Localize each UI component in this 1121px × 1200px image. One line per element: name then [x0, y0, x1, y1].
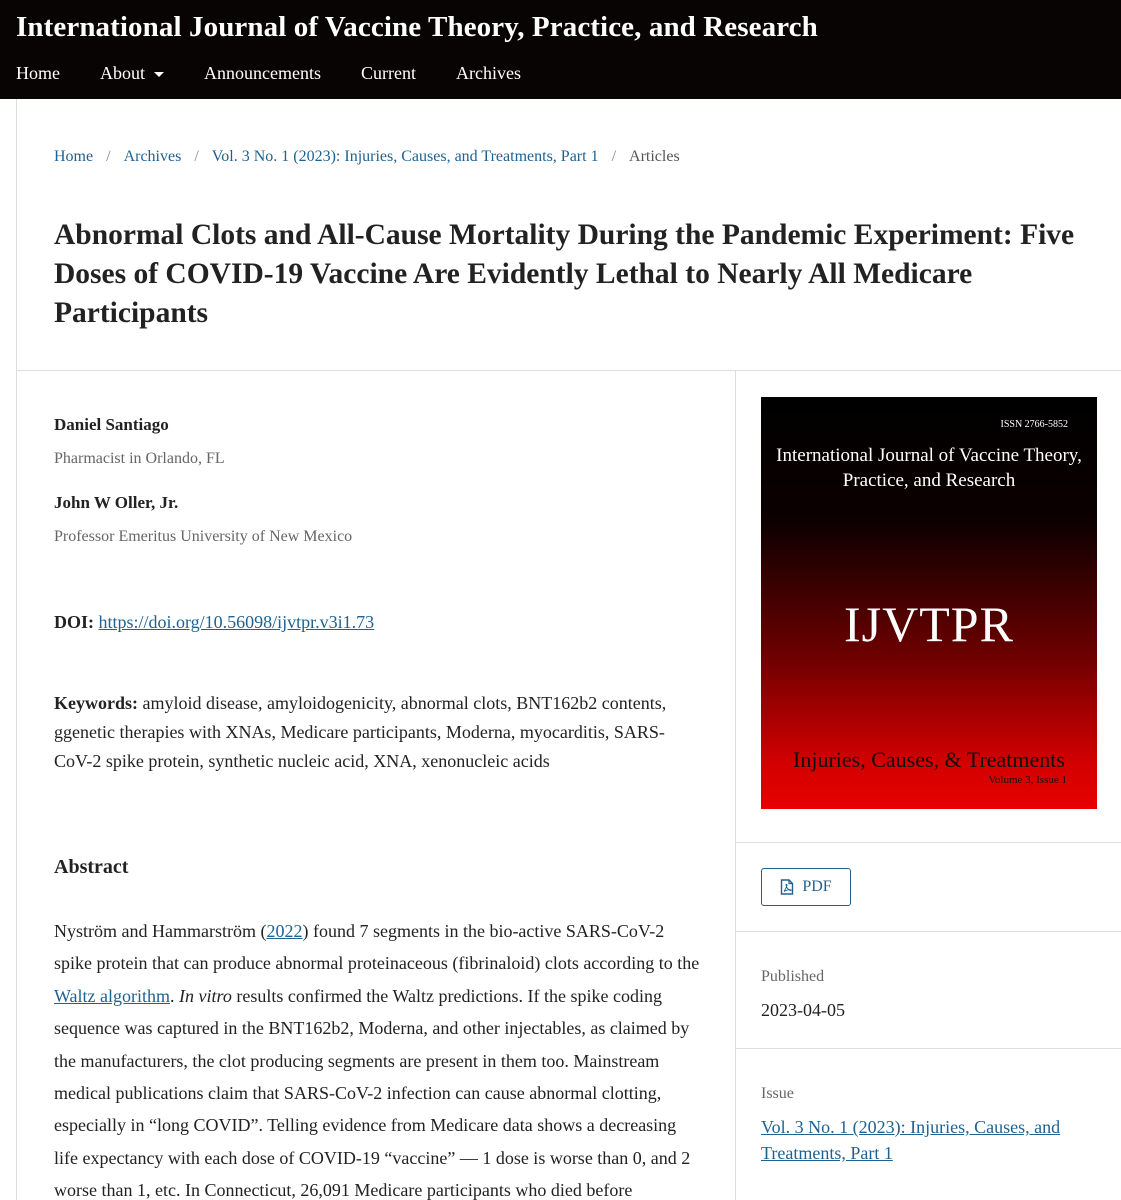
author-affiliation: Pharmacist in Orlando, FL — [54, 450, 225, 467]
pdf-button-label: PDF — [802, 878, 832, 895]
nav-about[interactable]: About — [100, 63, 164, 84]
cover-abbreviation: IJVTPR — [844, 596, 1014, 652]
main-nav — [16, 63, 561, 84]
cover-issn: ISSN 2766-5852 — [1000, 419, 1068, 430]
cover-volume: Volume 3, Issue 1 — [988, 774, 1067, 786]
nav-home[interactable]: Home — [16, 63, 60, 83]
cover-subtitle: Injuries, Causes, & Treatments — [793, 747, 1065, 772]
breadcrumb-issue[interactable]: Vol. 3 No. 1 (2023): Injuries, Causes, and Treatments, Part 1 — [211, 148, 599, 165]
published-label: Published — [761, 968, 825, 985]
breadcrumb-current: Articles — [629, 148, 680, 165]
issue-cover-image[interactable] — [761, 397, 1097, 809]
pdf-download-button[interactable] — [761, 868, 851, 906]
waltz-algorithm-link[interactable]: Waltz algorithm — [54, 985, 171, 1006]
author-affiliation: Professor Emeritus University of New Mexico — [54, 528, 353, 545]
breadcrumb-separator: / — [106, 148, 111, 165]
nav-archives[interactable]: Archives — [455, 63, 521, 83]
breadcrumb-separator: / — [194, 148, 199, 165]
nav-announcements[interactable]: Announcements — [204, 63, 321, 83]
divider — [736, 931, 1121, 932]
issue-label: Issue — [761, 1085, 794, 1102]
published-date: 2023-04-05 — [761, 1000, 845, 1020]
article-title: Abnormal Clots and All-Cause Mortality During the Pandemic Experiment: Five Doses of COVID-19 Vaccine Are Evidently Lethal to Nearly All Medicare Participants — [54, 219, 1075, 329]
keywords — [54, 689, 694, 776]
author-name: John W Oller, Jr. — [54, 493, 179, 512]
issue-link[interactable]: Vol. 3 No. 1 (2023): Injuries, Causes, and Treatments, Part 1 — [761, 1117, 1061, 1163]
author-name: Daniel Santiago — [54, 415, 169, 434]
doi — [54, 612, 374, 633]
keywords-label: Keywords: — [54, 693, 138, 713]
divider — [736, 1048, 1121, 1049]
column-divider — [735, 370, 736, 1200]
divider — [736, 842, 1121, 843]
divider — [16, 370, 1121, 371]
site-header — [0, 0, 1121, 99]
doi-label: DOI: — [54, 612, 94, 632]
keywords-text: amyloid disease, amyloidogenicity, abnormal clots, BNT162b2 contents, ggenetic therapies with XNAs, Medicare participants, Moderna, myocarditis, SARS-CoV-2 spike protein, synthetic nucleic acid, XNA, xenonucleic acids — [54, 693, 667, 771]
cover-title: International Journal of Vaccine Theory, Practice, and Research — [776, 445, 1082, 491]
breadcrumb-home[interactable]: Home — [54, 148, 94, 165]
caret-down-icon — [154, 72, 164, 77]
breadcrumb-archives[interactable]: Archives — [123, 148, 182, 165]
abstract-text: Nyström and Hammarström (2022) found 7 segments in the bio-active SARS-CoV-2 spike protein that can produce abnormal proteinaceous (fibrinaloid) clots according to the Waltz algorithm. In vitro results confirmed the Waltz predictions. If the spike coding sequence was captured in the BNT162b2, Moderna, and other injectables, as claimed by the manufacturers, the clot producing segments are present in them too. Mainstream medical publications claim that SARS-CoV-2 infection can cause abnormal clotting, especially in “long COVID”. Telling evidence from Medicare data shows a decreasing life expectancy with each dose of COVID-19 “vaccine” — 1 dose is worse than 0, and 2 worse than 1, etc. In Connecticut, 26,091 Medicare participants who died before — [54, 921, 700, 1200]
citation-link[interactable]: 2022 — [266, 921, 303, 941]
breadcrumb-separator: / — [611, 148, 617, 165]
nav-current[interactable]: Current — [360, 63, 416, 83]
abstract-heading: Abstract — [54, 856, 129, 878]
pdf-file-icon — [780, 879, 794, 895]
doi-link[interactable]: https://doi.org/10.56098/ijvtpr.v3i1.73 — [98, 612, 375, 632]
site-title[interactable]: International Journal of Vaccine Theory, Practice, and Research — [16, 11, 818, 43]
breadcrumb — [54, 148, 680, 166]
